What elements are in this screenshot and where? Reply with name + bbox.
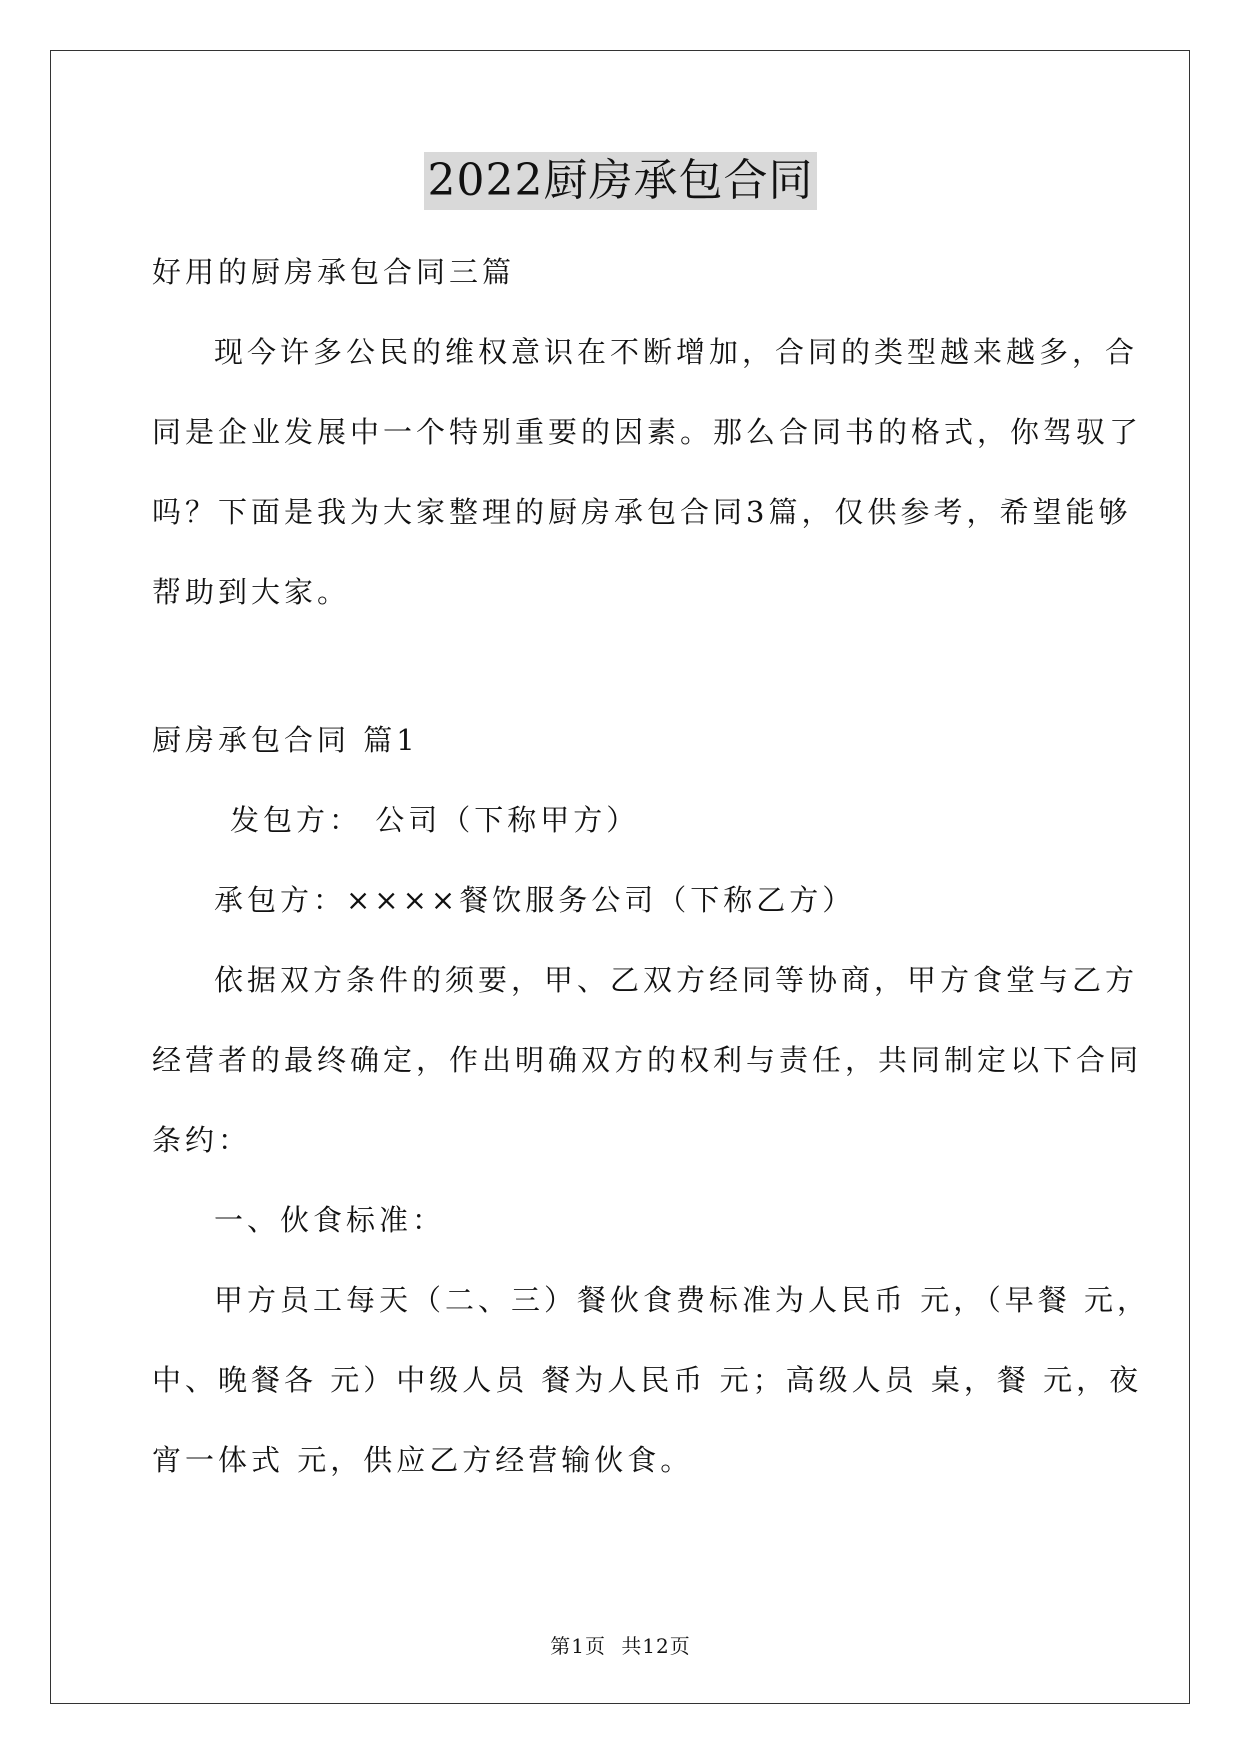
party-a-line: 发包方： 公司（下称甲方）: [230, 803, 640, 837]
clause-line: 甲方员工每天（二、三）餐伙食费标准为人民币 元，（早餐 元，: [214, 1283, 1150, 1317]
page-number: 第1页: [550, 1634, 606, 1658]
intro-line: 现今许多公民的维权意识在不断增加，合同的类型越来越多，合: [214, 335, 1139, 369]
agreement-line: 条约：: [152, 1123, 252, 1157]
document-subtitle: 好用的厨房承包合同三篇: [152, 255, 516, 289]
section-heading: 厨房承包合同 篇1: [152, 723, 419, 757]
intro-line: 吗？下面是我为大家整理的厨房承包合同3篇，仅供参考，希望能够: [152, 495, 1132, 529]
agreement-line: 依据双方条件的须要，甲、乙双方经同等协商，甲方食堂与乙方: [214, 963, 1139, 997]
intro-line: 帮助到大家。: [152, 575, 351, 609]
page-footer: [0, 1632, 1241, 1660]
paragraph-gap: [152, 632, 1092, 700]
document-body: [152, 232, 1150, 1500]
agreement-line: 经营者的最终确定，作出明确双方的权利与责任，共同制定以下合同: [152, 1043, 1143, 1077]
document-title: 2022厨房承包合同: [424, 152, 818, 210]
title-container: [0, 152, 1241, 210]
clause-heading: 一、伙食标准：: [214, 1203, 446, 1237]
page-total: 共12页: [621, 1634, 691, 1658]
party-b-line: 承包方：××××餐饮服务公司（下称乙方）: [214, 883, 856, 917]
clause-line: 中、晚餐各 元）中级人员 餐为人民币 元；高级人员 桌，餐 元，夜: [152, 1363, 1143, 1397]
intro-line: 同是企业发展中一个特别重要的因素。那么合同书的格式，你驾驭了: [152, 415, 1143, 449]
clause-line: 宵一体式 元，供应乙方经营输伙食。: [152, 1443, 694, 1477]
